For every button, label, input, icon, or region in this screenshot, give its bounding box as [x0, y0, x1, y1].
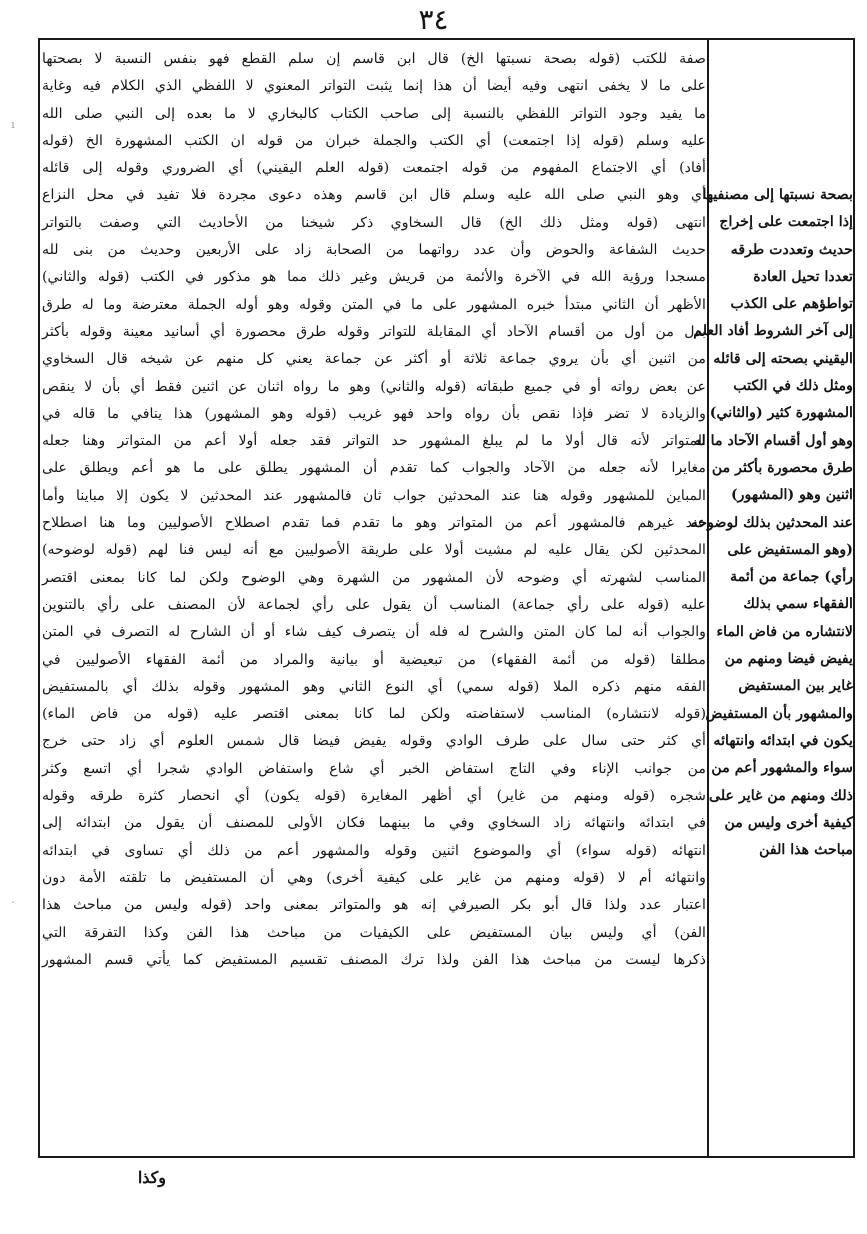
main-text-line: حديث الشفاعة والحوض وأن عدد رواتهما من الصحابة زاد على الأربعين وحديث من بنى لله	[42, 242, 706, 259]
main-text-line: اعتبار عدد ولذا قال أبو بكر الصيرفي إنه هو والمتواتر بمعنى واحد (قوله وليس من مباحث هذا	[42, 897, 706, 914]
margin-text-line: يكون في ابتدائه وانتهائه	[713, 732, 853, 749]
margin-text-line: المشهورة كثير (والثاني)	[709, 405, 853, 422]
main-text-line: انتهى (قوله ومثل ذلك الخ) قال السخاوي ذكر شيخنا من الأحاديث التي وصفت بالتواتر	[42, 214, 706, 231]
margin-text-line: إلى آخر الشروط أفاد العلم	[693, 323, 853, 340]
margin-text-line: كيفية أخرى وليس من	[724, 814, 853, 831]
margin-text-line: (وهو المستفيض على	[727, 541, 853, 558]
main-text-line: المناسب لشهرته أي وضوحه لأن المشهور من الشهرة وهي الوضوح ولكن لما كانا بمعنى اقتصر	[42, 569, 706, 586]
margin-text-line: تواطؤهم على الكذب	[730, 296, 853, 313]
main-text-line: (قوله لانتشاره) المناسب لاستفاضته ولكن لما كانا بمعنى اقتصر عليه (قوله من فاض الماء)	[42, 706, 706, 723]
margin-text-line: لانتشاره من فاض الماء	[716, 623, 853, 640]
main-text-line: ذكرها ليست من مباحث هذا الفن ولذا ترك المصنف تقسيم المستفيض كما يأتي قسم المشهور	[42, 951, 706, 968]
page-number: ٣٤	[418, 3, 449, 36]
main-text-line: عن بعض رواته أو في جميع طبقاته (قوله والثاني) وهو ما رواه اثنان عن اثنين فقط أي بأن لا ينقص	[42, 378, 706, 395]
main-text-line: المباين للمشهور وقوله هنا عند المحدثين جواب ثان فالمشهور عند المحدثين لا يكون إلا مباينا وأما	[42, 487, 706, 504]
margin-text-line: غاير بين المستفيض	[738, 678, 853, 695]
main-text-line: انتهائه (قوله سواء) أي والموضوع اثنين وقوله والمشهور أعم من ذلك أي تساوى في ابتدائه	[42, 842, 706, 859]
margin-text-line: اثنين وهو (المشهور)	[730, 487, 853, 504]
margin-text-line: مباحث هذا الفن	[759, 842, 853, 859]
margin-text-line: رأي) جماعة من أئمة	[730, 569, 853, 586]
margin-text-line: إذا اجتمعت على إخراج	[719, 214, 853, 231]
main-text-line: مسجدا ورؤية الله في الآخرة والأئمة من قريش وغير ذلك مما هو مذكور في الكتب (قوله والثاني)	[42, 269, 706, 286]
main-text-line: مغايرا لأنه جعله من الآحاد والجواب كما تقدم أن المشهور يطلق على ما هو أعم ويطلق على	[42, 460, 706, 477]
main-text-line: بدل من أول من أقسام الآحاد أي المقابلة للتواتر وقوله طرق محصورة أي أسانيد معينة وقوله بأكثر	[42, 323, 706, 340]
main-text-line: من جوانب الإناء وفي التاج استفاض الخبر أي شاع واستفاض الوادي شجرا أي اتسع وكثر	[42, 760, 706, 777]
main-text-line: الفن) أي وليس بيان المستفيض على الكيفيات من مباحث هذا الفن وكذا التفرقة التي	[42, 924, 706, 941]
main-text-line: في ابتدائه وانتهائه زاد السخاوي وفي ما بينهما فكان الأولى للمصنف أن يقول من ابتدائه إلى	[42, 815, 706, 832]
catchword: وكذا	[137, 1168, 166, 1187]
main-text-line: وانتهائه أم لا (قوله ومنهم من غاير على كيفية أخرى) وهي أن المستفيض ما تلقته الأمة دون	[42, 869, 706, 886]
main-text-line: عند غيرهم فالمشهور أعم من المتواتر وهو ما تقدم فما تقدم اصطلاح الأصوليين وما هنا اصطلاح	[42, 515, 706, 532]
main-text-line: الأظهر أن الثاني مبتدأ خبره المشهور على ما في المتن وقوله وهو أوله الجملة معترضة وما له طرق	[42, 296, 706, 313]
scan-mark: ·	[11, 896, 15, 909]
margin-text-line: الفقهاء سمي بذلك	[743, 596, 853, 613]
main-text-line: عليه (قوله على رأي جماعة) المناسب أن يقول على رأي لجماعة لأن المصنف على رأي بالتنوين	[42, 596, 706, 613]
main-text-line: صفة للكتب (قوله بصحة نسبتها الخ) قال ابن قاسم إن سلم القطع فهو بنفس النسبة لا بصحتها	[42, 51, 706, 67]
main-text-line: ما يفيد وجود التواتر اللفظي بالنسبة إلى صاحب الكتاب كالبخاري لا ما بعده إلى النبي صلى الله	[42, 105, 706, 122]
margin-text-line: طرق محصورة بأكثر من	[711, 459, 853, 476]
main-text-line: على ما لا يخفى انتهى وفيه أيضا أن هذا إنما يثبت التواتر المعنوي لا اللفظي الذي الكلام فيه وغاية	[42, 78, 706, 95]
margin-text-line: اليقيني بصحته إلى قائله	[713, 350, 853, 367]
main-commentary-text	[42, 46, 706, 1156]
main-text-line: أفاد) أي الاجتماع المفهوم من قوله اجتمعت (قوله العلم اليقيني) أي الضروري وقوله إلى قائله	[42, 160, 706, 177]
main-text-line: شجره (قوله ومنهم من غاير) أي أظهر المغايرة (قوله يكون) أي انحصار كثرة طرقه وقوله	[42, 788, 706, 805]
main-text-line: الفقه منهم ذكره الملا (قوله سمي) أي النوع الثاني وهو المشهور وقوله بذلك أي بالمستفيض	[42, 678, 706, 695]
margin-text-line: سواء والمشهور أعم من	[711, 760, 853, 777]
margin-text-line: ومثل ذلك في الكتب	[733, 378, 853, 395]
main-text-line: والزيادة لا تضر فإذا نقص بأن رواه واحد فهو غريب (قوله وهو المشهور) هذا ينافي ما قاله في	[42, 405, 706, 422]
margin-text-line: وهو أول أقسام الآحاد ما له	[693, 432, 853, 449]
margin-text-line: والمشهور بأن المستفيض	[705, 705, 853, 722]
main-text-line: عليه وسلم (قوله إذا اجتمعت) أي الكتب والجملة خبران من قوله ان الكتب المشهورة الخ (قوله	[42, 132, 706, 149]
margin-text-line: عند المحدثين بذلك لوضوحه	[690, 514, 853, 531]
margin-text-line: تعددا تحيل العادة	[753, 268, 853, 285]
main-text-line: المتواتر لأنه قال أولا ما لم يبلغ المشهور حد التواتر فقد جعله أولا أعم من المتواتر وهنا جعله	[42, 433, 706, 450]
main-text-line: أي وهو النبي صلى الله عليه وسلم قال ابن قاسم وهذه دعوى مجردة فلا تفيد في محل النزاع	[42, 187, 706, 204]
main-text-line: المحدثين لكن يقال عليه لم مشيت أولا على طريقة الأصوليين مع أنه ليس فنا لهم (قوله لوضوحه)	[42, 542, 706, 559]
main-text-line: أي كثر حتى سال على طرف الوادي وقوله يفيض فيضا قال شمس العلوم أي زاد حتى خرج	[42, 733, 706, 750]
margin-text-line: يفيض فيضا ومنهم من	[724, 651, 853, 668]
main-text-line: من اثنين أي بأن يروي جماعة ثلاثة أو أكثر عن جماعة يعني كل منهم عن شيخه قال السخاوي	[42, 351, 706, 368]
margin-text-line: بصحة نسبتها إلى مصنفيها	[702, 187, 853, 203]
margin-text-line: حديث وتعددت طرقه	[730, 241, 853, 258]
scan-mark: ı	[11, 118, 15, 131]
main-text-line: مطلقا (قوله من أئمة الفقهاء) من تبعيضية أو بيانية والمراد من أئمة الفقهاء الأصوليين في	[42, 651, 706, 668]
margin-text-line: ذلك ومنهم من غاير على	[709, 787, 853, 804]
main-text-line: والجواب أنه لما كان المتن والشرح له فله أن يتصرف كيف شاء أو أن الشارح له التصرف في المتن	[42, 624, 706, 641]
margin-matn-text	[690, 182, 853, 902]
